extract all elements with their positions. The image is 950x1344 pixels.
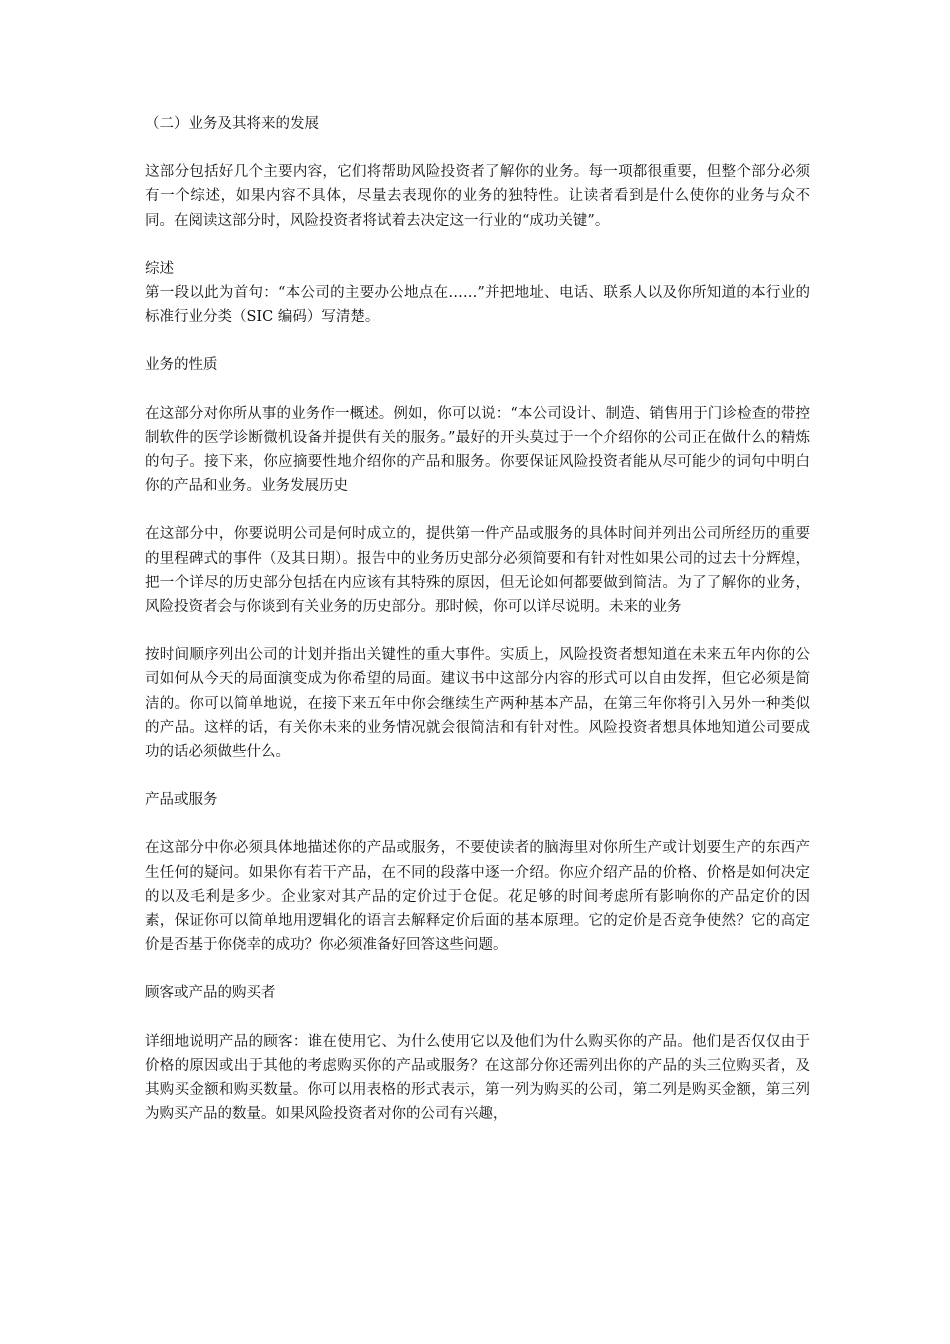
- spacer: [145, 378, 810, 402]
- customers-paragraph: 详细地说明产品的顾客：谁在使用它、为什么使用它以及他们为什么购买你的产品。他们是否仅仅由于价格的原因或出于其他的考虑购买你的产品或服务？在这部分你还需列出你的产品的头三位购买者，及其购买金额和购买数量。你可以用表格的形式表示，第一列为购买的公司，第二列是购买金额，第三列为购买产品的数量。如果风险投资者对你的公司有兴趣，: [145, 1033, 810, 1123]
- products-paragraph: 在这部分中你必须具体地描述你的产品或服务，不要使读者的脑海里对你所生产或计划要生产的东西产生任何的疑问。如果你有若干产品，在不同的段落中逐一介绍。你应介绍产品的价格、价格是如何决定的以及毛利是多少。企业家对其产品的定价过于仓促。花足够的时间考虑所有影响你的产品定价的因素，保证你可以简单地用逻辑化的语言去解释定价后面的基本原理。它的定价是否竞争使然？它的高定价是否基于你侥幸的成功？你必须准备好回答这些问题。: [145, 840, 810, 954]
- spacer: [145, 329, 810, 353]
- products-heading: 产品或服务: [145, 792, 218, 809]
- spacer: [145, 812, 810, 836]
- spacer: [145, 498, 810, 522]
- history-paragraph: 在这部分中，你要说明公司是何时成立的，提供第一件产品或服务的具体时间并列出公司所经历的重要的里程碑式的事件（及其日期）。报告中的业务历史部分必须简要和有针对性如果公司的过去十分辉煌，把一个详尽的历史部分包括在内应该有其特殊的原因，但无论如何都要做到简洁。为了了解你的业务，风险投资者会与你谈到有关业务的历史部分。那时候，你可以详尽说明。未来的业务: [145, 526, 810, 616]
- future-paragraph: 按时间顺序列出公司的计划并指出关键性的重大事件。实质上，风险投资者想知道在未来五年内你的公司如何从今天的局面演变成为你希望的局面。建议书中这部分内容的形式可以自由发挥，但它必须是简洁的。你可以简单地说，在接下来五年中你会继续生产两种基本产品，在第三年你将引入另外一种类似的产品。这样的话，有关你未来的业务情况就会很简洁和有针对性。风险投资者想具体地知道公司要成功的话必须做些什么。: [145, 647, 810, 761]
- overview-paragraph: 第一段以此为首句：“本公司的主要办公地点在……”并把地址、电话、联系人以及你所知道的本行业的标准行业分类（SIC 编码）写清楚。: [145, 285, 810, 326]
- nature-paragraph: 在这部分对你所从事的业务作一概述。例如，你可以说：“本公司设计、制造、销售用于门诊检查的带控制软件的医学诊断微机设备并提供有关的服务。”最好的开头莫过于一个介绍你的公司正在做什么的精炼的句子。接下来，你应摘要性地介绍你的产品和服务。你要保证风险投资者能从尽可能少的词句中明白你的产品和业务。业务发展历史: [145, 405, 810, 495]
- overview-heading: 综述: [145, 260, 174, 277]
- spacer: [145, 1006, 810, 1030]
- spacer: [145, 136, 810, 160]
- spacer: [145, 233, 810, 257]
- intro-paragraph: 这部分包括好几个主要内容，它们将帮助风险投资者了解你的业务。每一项都很重要，但整个部分必须有一个综述，如果内容不具体，尽量去表现你的业务的独特性。让读者看到是什么使你的业务与众不同。在阅读这部分时，风险投资者将试着去决定这一行业的“成功关键”。: [145, 164, 810, 229]
- spacer: [145, 764, 810, 788]
- spacer: [145, 957, 810, 981]
- document-page: [145, 112, 810, 1127]
- spacer: [145, 619, 810, 643]
- customers-heading: 顾客或产品的购买者: [145, 985, 276, 1002]
- nature-heading: 业务的性质: [145, 357, 218, 374]
- section-title: （二）业务及其将来的发展: [145, 116, 319, 132]
